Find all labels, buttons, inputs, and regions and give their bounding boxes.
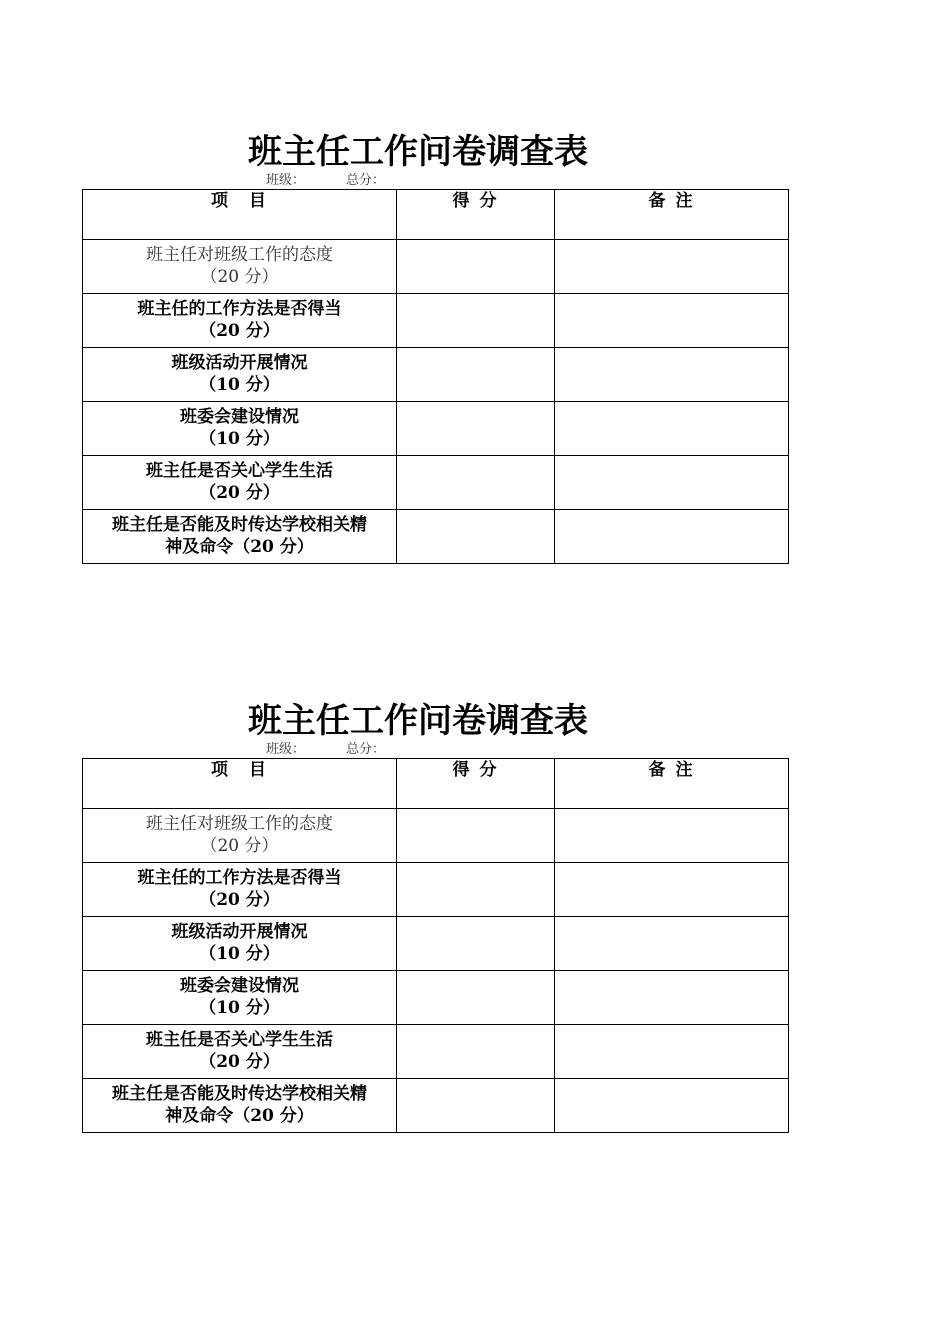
header-note: 备 注 [555,759,789,809]
header-item: 项 目 [83,190,397,240]
header-score: 得 分 [397,190,555,240]
item-label: 班主任对班级工作的态度 [146,245,333,265]
note-cell[interactable] [555,809,789,863]
score-cell[interactable] [397,1025,555,1079]
note-cell[interactable] [555,348,789,402]
item-cell [83,971,397,1025]
item-label: 班主任是否能及时传达学校相关精 [112,1084,367,1104]
item-points: （10 分） [199,375,280,395]
table-row [83,240,789,294]
score-cell[interactable] [397,240,555,294]
item-cell [83,402,397,456]
note-cell[interactable] [555,510,789,564]
survey-table [82,189,789,564]
class-label: 班级： [266,742,306,757]
item-label: 班主任是否关心学生生活 [146,461,333,481]
item-cell [83,348,397,402]
item-points: （20 分） [199,483,280,503]
table-header-row [83,759,789,809]
note-cell[interactable] [555,1079,789,1133]
item-label: 班主任对班级工作的态度 [146,814,333,834]
table-row [83,917,789,971]
item-points: （20 分） [200,836,279,856]
item-label: 班主任的工作方法是否得当 [137,868,342,888]
score-cell[interactable] [397,510,555,564]
note-cell[interactable] [555,402,789,456]
item-label: 班主任是否能及时传达学校相关精 [112,515,367,535]
score-cell[interactable] [397,348,555,402]
form-title: 班主任工作问卷调查表 [248,701,588,741]
item-points: （20 分） [199,1052,280,1072]
table-row [83,809,789,863]
item-label: 班委会建设情况 [180,976,299,996]
form-meta [266,173,385,189]
header-item: 项 目 [83,759,397,809]
item-cell [83,294,397,348]
item-label: 班级活动开展情况 [171,353,308,373]
table-row [83,1079,789,1133]
table-row [83,1025,789,1079]
item-points: （20 分） [200,267,279,287]
item-cell [83,456,397,510]
score-cell[interactable] [397,1079,555,1133]
header-note: 备 注 [555,190,789,240]
item-cell [83,1025,397,1079]
table-header-row [83,190,789,240]
table-row [83,294,789,348]
note-cell[interactable] [555,240,789,294]
item-points: 神及命令（20 分） [165,537,314,557]
item-cell [83,1079,397,1133]
score-cell[interactable] [397,863,555,917]
header-score: 得 分 [397,759,555,809]
note-cell[interactable] [555,1025,789,1079]
item-label: 班主任是否关心学生生活 [146,1030,333,1050]
total-score-label: 总分： [346,173,386,188]
form-meta [266,742,385,758]
note-cell[interactable] [555,456,789,510]
item-points: （10 分） [199,429,280,449]
item-label: 班委会建设情况 [180,407,299,427]
note-cell[interactable] [555,971,789,1025]
item-cell [83,863,397,917]
item-cell [83,917,397,971]
survey-table [82,758,789,1133]
score-cell[interactable] [397,294,555,348]
note-cell[interactable] [555,863,789,917]
table-row [83,863,789,917]
item-points: 神及命令（20 分） [165,1106,314,1126]
table-row [83,456,789,510]
form-title: 班主任工作问卷调查表 [248,132,588,172]
item-cell [83,510,397,564]
score-cell[interactable] [397,456,555,510]
score-cell[interactable] [397,917,555,971]
item-points: （20 分） [199,890,280,910]
score-cell[interactable] [397,402,555,456]
item-points: （10 分） [199,998,280,1018]
item-label: 班主任的工作方法是否得当 [137,299,342,319]
total-score-label: 总分： [346,742,386,757]
table-row [83,348,789,402]
note-cell[interactable] [555,294,789,348]
note-cell[interactable] [555,917,789,971]
item-cell [83,809,397,863]
item-points: （20 分） [199,321,280,341]
item-points: （10 分） [199,944,280,964]
table-row [83,402,789,456]
item-label: 班级活动开展情况 [171,922,308,942]
class-label: 班级： [266,173,306,188]
score-cell[interactable] [397,809,555,863]
item-cell [83,240,397,294]
score-cell[interactable] [397,971,555,1025]
table-row [83,971,789,1025]
table-row [83,510,789,564]
